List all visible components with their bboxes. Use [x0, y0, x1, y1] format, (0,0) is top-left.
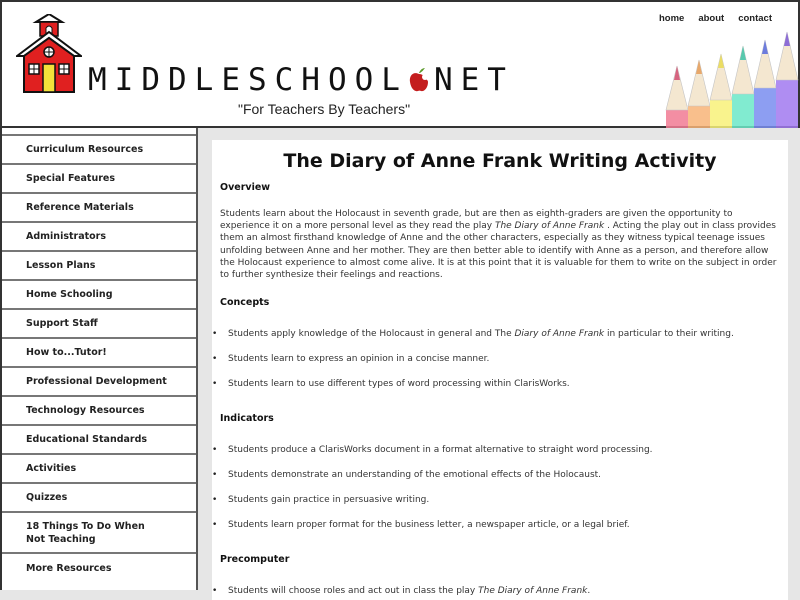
item-text: Students gain practice in persuasive writing.	[228, 495, 430, 506]
sidebar-item-reference-materials[interactable]: Reference Materials	[2, 194, 196, 223]
sidebar-item-special-features[interactable]: Special Features	[2, 165, 196, 194]
list-item	[212, 444, 780, 469]
precomputer-list	[212, 585, 780, 600]
item-italic: The Diary of Anne Frank	[478, 586, 588, 597]
item-text: in particular to their writing.	[604, 329, 734, 340]
overview-text-2: . Acting the play out in class provides them an almost firsthand knowledge of Anne and the other characters, especially as they witness typical teenage issues unfolding between Anne and her mother. They are then better able to identify with Anne as a person, and therefore allow the Holocaust experience to almost come alive. It is at this point that it is valuable for them to write on the subject in order to further synthesize their feelings and reactions.	[220, 221, 777, 281]
site-name-left: MIDDLESCHOOL	[88, 62, 408, 98]
overview-text-1: Students learn about the Holocaust in seventh grade, but are then as eighth-graders are given the opportunity to experience it on a more personal level as they read the play	[220, 209, 733, 232]
item-text: Students demonstrate an understanding of the emotional effects of the Holocaust.	[228, 470, 602, 481]
sidebar-item-18-things[interactable]: 18 Things To Do When Not Teaching	[2, 513, 196, 554]
nav-home-link[interactable]: home	[659, 13, 685, 24]
nav-contact-link[interactable]: contact	[738, 13, 772, 24]
item-italic: Diary of Anne Frank	[514, 329, 605, 340]
sidebar-item-technology-resources[interactable]: Technology Resources	[2, 397, 196, 426]
overview-paragraph	[220, 208, 780, 281]
indicators-heading: Indicators	[220, 413, 274, 425]
tagline: "For Teachers By Teachers"	[238, 101, 411, 117]
sidebar-item-more-resources[interactable]: More Resources	[26, 562, 112, 574]
main-content	[212, 140, 788, 600]
item-text: Students learn to use different types of word processing within ClarisWorks.	[228, 379, 570, 390]
nav-about-link[interactable]: about	[698, 13, 725, 24]
schoolhouse-logo-icon[interactable]	[16, 14, 82, 94]
sidebar-item-support-staff[interactable]: Support Staff	[2, 310, 196, 339]
sidebar-item-professional-development[interactable]: Professional Development	[2, 368, 196, 397]
site-name-logo[interactable]	[88, 62, 514, 98]
site-name-right: NET	[433, 62, 514, 98]
item-text: Students produce a ClarisWorks document in a format alternative to straight word processing.	[228, 445, 653, 456]
sidebar-item-lesson-plans[interactable]: Lesson Plans	[2, 252, 196, 281]
sidebar-item-how-to-tutor[interactable]: How to...Tutor!	[2, 339, 196, 368]
list-item	[212, 378, 780, 403]
sidebar-item-activities[interactable]: Activities	[2, 455, 196, 484]
item-text: .	[587, 586, 591, 597]
overview-play-title: The Diary of Anne Frank	[494, 221, 605, 232]
list-item	[212, 353, 780, 378]
list-item	[212, 494, 780, 519]
apple-icon	[408, 67, 430, 93]
precomputer-heading: Precomputer	[220, 554, 290, 566]
colored-pencils-icon	[664, 30, 800, 128]
list-item	[212, 585, 780, 600]
list-item	[212, 469, 780, 494]
item-text: Students will choose roles and act out in class the play	[228, 586, 479, 597]
item-text: Students apply knowledge of the Holocaust in general and The	[228, 329, 515, 340]
sidebar-item-educational-standards[interactable]: Educational Standards	[2, 426, 196, 455]
item-text: Students learn proper format for the business letter, a newspaper article, or a legal brief.	[228, 520, 630, 531]
top-nav	[659, 13, 772, 24]
sidebar-item-curriculum-resources[interactable]: Curriculum Resources	[2, 136, 196, 165]
sidebar-item-home-schooling[interactable]: Home Schooling	[2, 281, 196, 310]
concepts-heading: Concepts	[220, 297, 270, 309]
sidebar-nav	[0, 128, 198, 590]
site-header	[0, 0, 800, 128]
page-title: The Diary of Anne Frank Writing Activity	[283, 150, 717, 172]
concepts-list	[212, 328, 780, 403]
sidebar-item-quizzes[interactable]: Quizzes	[2, 484, 196, 513]
sidebar-top-spacer	[2, 128, 196, 136]
indicators-list	[212, 444, 780, 544]
list-item	[212, 519, 780, 544]
sidebar-item-administrators[interactable]: Administrators	[2, 223, 196, 252]
item-text: Students learn to express an opinion in a concise manner.	[228, 354, 490, 365]
overview-heading: Overview	[220, 182, 271, 193]
list-item	[212, 328, 780, 353]
